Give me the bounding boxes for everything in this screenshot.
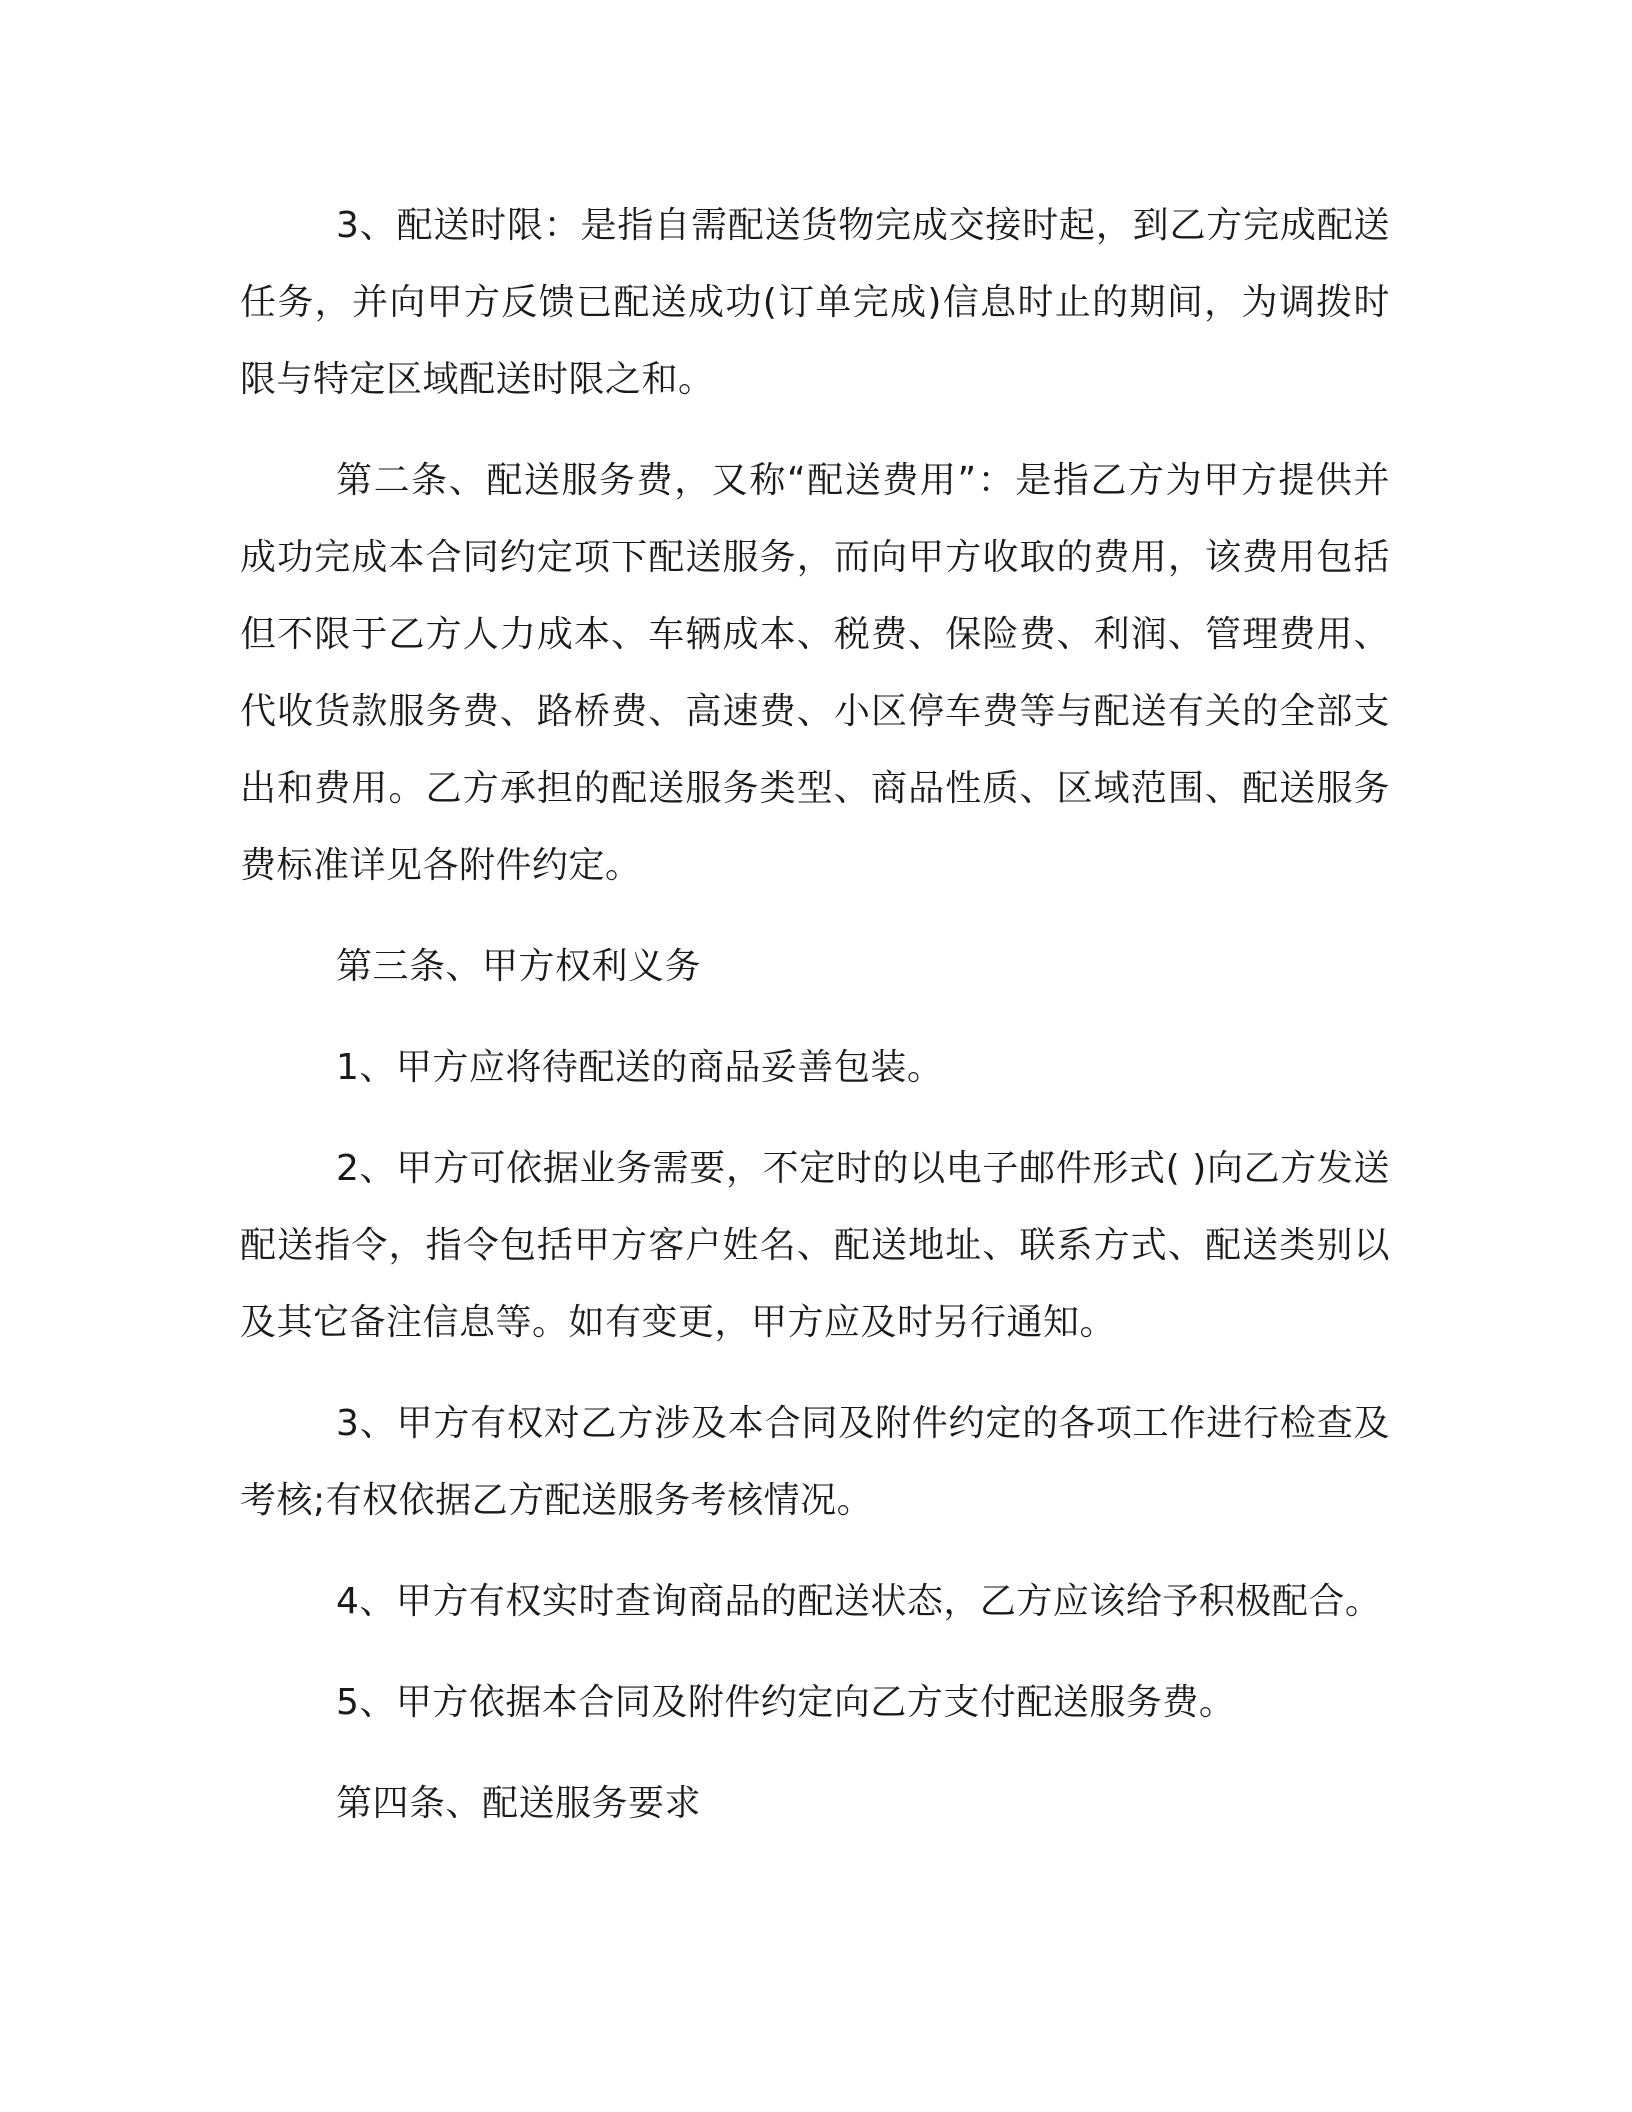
paragraph-article-3-item-4: 4、甲方有权实时查询商品的配送状态，乙方应该给予积极配合。 — [336, 1581, 1382, 1622]
paragraph-delivery-time-limit: 3、配送时限：是指自需配送货物完成交接时起，到乙方完成配送任务，并向甲方反馈已配送成功(订单完成)信息时止的期间，为调拨时限与特定区域配送时限之和。 — [240, 205, 1390, 400]
paragraph-article-3-item-2: 2、甲方可依据业务需要，不定时的以电子邮件形式( )向乙方发送配送指令，指令包括甲方客户姓名、配送地址、联系方式、配送类别以及其它备注信息等。如有变更，甲方应及时另行通知。 — [240, 1148, 1390, 1343]
document-body — [240, 187, 1390, 1866]
heading-article-3: 第三条、甲方权利义务 — [336, 946, 702, 987]
paragraph-article-3-item-5: 5、甲方依据本合同及附件约定向乙方支付配送服务费。 — [336, 1682, 1236, 1723]
paragraph-article-3-item-3: 3、甲方有权对乙方涉及本合同及附件约定的各项工作进行检查及考核;有权依据乙方配送服务考核情况。 — [240, 1403, 1390, 1521]
paragraph-article-2-service-fee: 第二条、配送服务费，又称“配送费用”：是指乙方为甲方提供并成功完成本合同约定项下配送服务，而向甲方收取的费用，该费用包括但不限于乙方人力成本、车辆成本、税费、保险费、利润、管理费用、代收货款服务费、路桥费、高速费、小区停车费等与配送有关的全部支出和费用。乙方承担的配送服务类型、商品性质、区域范围、配送服务费标准详见各附件约定。 — [240, 460, 1390, 886]
paragraph-article-3-item-1: 1、甲方应将待配送的商品妥善包装。 — [336, 1047, 944, 1088]
heading-article-4: 第四条、配送服务要求 — [336, 1783, 702, 1824]
